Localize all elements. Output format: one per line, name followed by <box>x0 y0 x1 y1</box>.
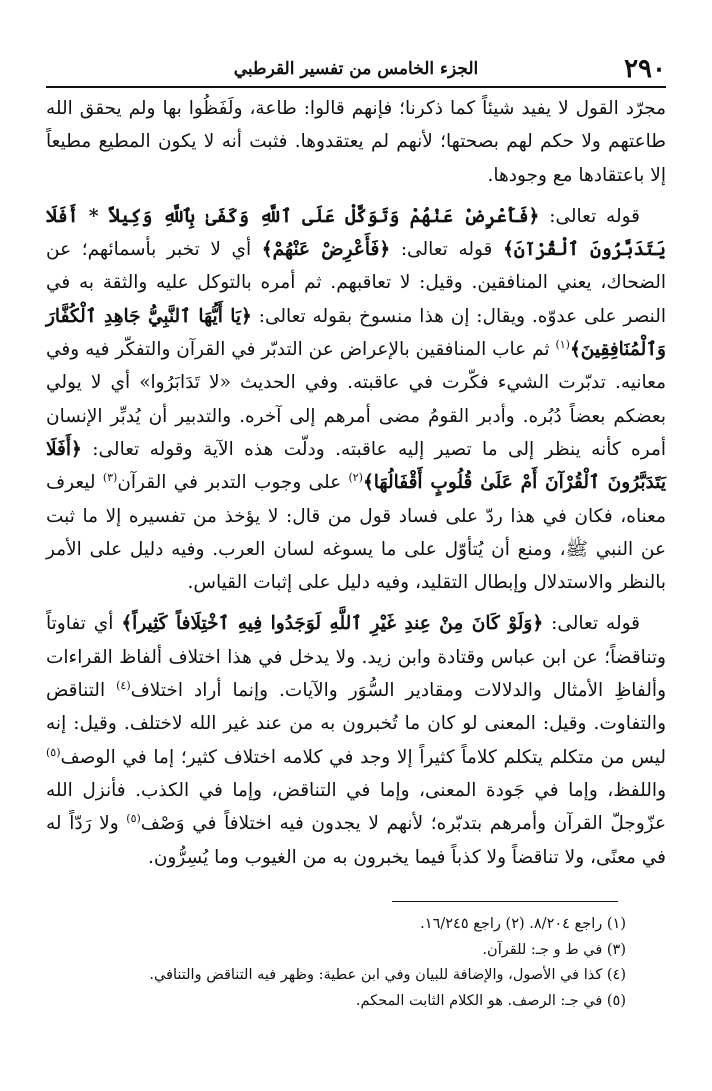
paragraph-1: مجرّد القول لا يفيد شيئاً كما ذكرنا؛ فإنهم قالوا: طاعة، ولَفَظُوا بها ولم يحقق الله طاعتهم ولا حكم لهم بصحتها؛ لأنهم لم يعتقدوها. فثبت أنه لا يكون المطيع مطيعاً إلا باعتقادها مع وجودها. <box>46 98 666 186</box>
text-run: قوله تعالى: <box>390 239 504 261</box>
quran-verse: ﴿فَأَعْرِضْ عَنْهُمْ﴾ <box>261 239 391 261</box>
text-run: ثم عاب المنافقين بالإعراض عن التدبّر في القرآن والتفكّر فيه وفي معانيه. تدبّرت الشيء فكّرت في عاقبته. وفي الحديث «لا تَدَابَرُوا» أي لا يولي بعضكم بعضاً دُبُره. وأدبر القومُ مضى أمرهم إلى آخره. والتدبير أن يُدبِّر الإنسان أمره كأنه ينظر إلى ما تصير إليه عاقبته. ودلّت هذه الآية وقوله تعالى: <box>46 339 666 460</box>
text-run: أي تفاوتاً وتناقضاً؛ عن ابن عباس وقتادة وابن زيد. ولا يدخل في هذا اختلاف ألفاظ القراءات وألفاظِ الأمثال والدلالات ومقادير السُّوَر والآيات. وإنما أراد اختلاف <box>46 613 667 702</box>
text-run: قوله تعالى: <box>539 205 640 227</box>
running-title: الجزء الخامس من تفسير القرطبي <box>233 59 479 79</box>
text-run: التناقض والتفاوت. وقيل: المعنى لو كان ما تُخبرون به من عند غير الله لاختلف. وقيل: إنه ليس من متكلم يتكلم كلاماً كثيراً إلا وجد في كلامه اختلاف كثير؛ إما في الوصف <box>46 680 666 768</box>
text-run: واللفظ، وإما في جَودة المعنى، وإما في التناقض، وإما في الكذب. فأنزل الله عزّوجلّ القرآن وأمرهم بتدبّره؛ لأنهم لا يجدون فيه اختلافاً في وَصْف <box>46 779 667 835</box>
text-run: أي لا تخبر بأسمائهم؛ عن الضحاك، يعني المنافقين. وقيل: لا تعاقبهم. ثم أمره بالتوكل عليه والثقة به في النصر على عدوّه. ويقال: إن هذا منسوخ بقوله تعالى: <box>46 239 666 327</box>
footnote-divider <box>392 901 618 902</box>
text-run: على وجوب التدبر في القرآن <box>117 472 349 494</box>
text-run: ليعرف معناه، فكان في هذا ردّ على فساد قول من قال: لا يؤخذ من تفسيره إلا ما ثبت عن النبي ﷺ، ومنع أن يُتأوّل على ما يسوغه لسان العرب. وفيه دليل على الأمر بالنظر والاستدلال وإبطال التقليد، وفيه دليل على إثبات القياس. <box>46 472 666 594</box>
footnote-ref[interactable]: (٢) <box>348 471 363 485</box>
footnote-ref[interactable]: (٣) <box>102 471 118 485</box>
page-number: ٢٩٠ <box>624 54 666 84</box>
quran-verse: ﴿وَلَوْ كَانَ مِنْ عِندِ غَيْرِ ٱللَّهِ لَوَجَدُوا فِيهِ ٱخْتِلَافاً كَثِيراً﴾ <box>121 613 544 635</box>
main-text <box>46 92 666 874</box>
paragraph-2 <box>46 200 666 600</box>
quran-verse: ﴿يَا أَيُّهَا ٱلنَّبِيُّ جَاهِدِ ٱلْكُفَّارَ وَٱلْمُنَافِقِينَ﴾ <box>46 305 666 361</box>
paragraph-3 <box>46 607 666 873</box>
footnote-ref[interactable]: (٤) <box>116 678 131 692</box>
footnote-4: (٤) كذا في الأصول، والإضافة للبيان وفي ابن عطية: وظهر فيه التناقض والتنافي. <box>149 967 626 983</box>
footnote-3: (٣) في ط و جـ: للقرآن. <box>482 941 626 958</box>
footnote-1-2: (١) راجع ٨/٢٠٤. (٢) راجع ١٦/٢٤٥. <box>420 916 626 932</box>
text-run: ولا رَدّاً له في معنًى، ولا تناقضاً ولا كذباً فيما يخبرون به من الغيوب وما يُسِرُّون. <box>46 813 666 868</box>
footnote-ref[interactable]: (٥) <box>46 745 61 759</box>
header-divider <box>46 86 666 88</box>
page-header <box>46 50 666 84</box>
text-run: قوله تعالى: <box>543 613 641 635</box>
footnote-ref[interactable]: (١) <box>555 337 570 351</box>
footnote-ref[interactable]: (٥) <box>126 812 141 826</box>
quran-verse: ﴿أَفَلَا يَتَدَبَّرُونَ ٱلْقُرْآنَ أَمْ عَلَىٰ قُلُوبٍ أَقْفَالُهَا﴾ <box>46 438 666 494</box>
quran-verse: ﴿فَأَعْرِضْ عَنْهُمْ وَتَوَكَّلْ عَلَى ٱللَّهِ وَكَفَىٰ بِٱللَّهِ وَكِيلاً * أَفَلَا يَتَدَبَّرُونَ ٱلْقُرْآنَ﴾ <box>46 205 666 261</box>
footnotes <box>46 912 626 1014</box>
footnote-5: (٥) في جـ: الرصف. هو الكلام الثابت المحكم. <box>355 992 626 1009</box>
